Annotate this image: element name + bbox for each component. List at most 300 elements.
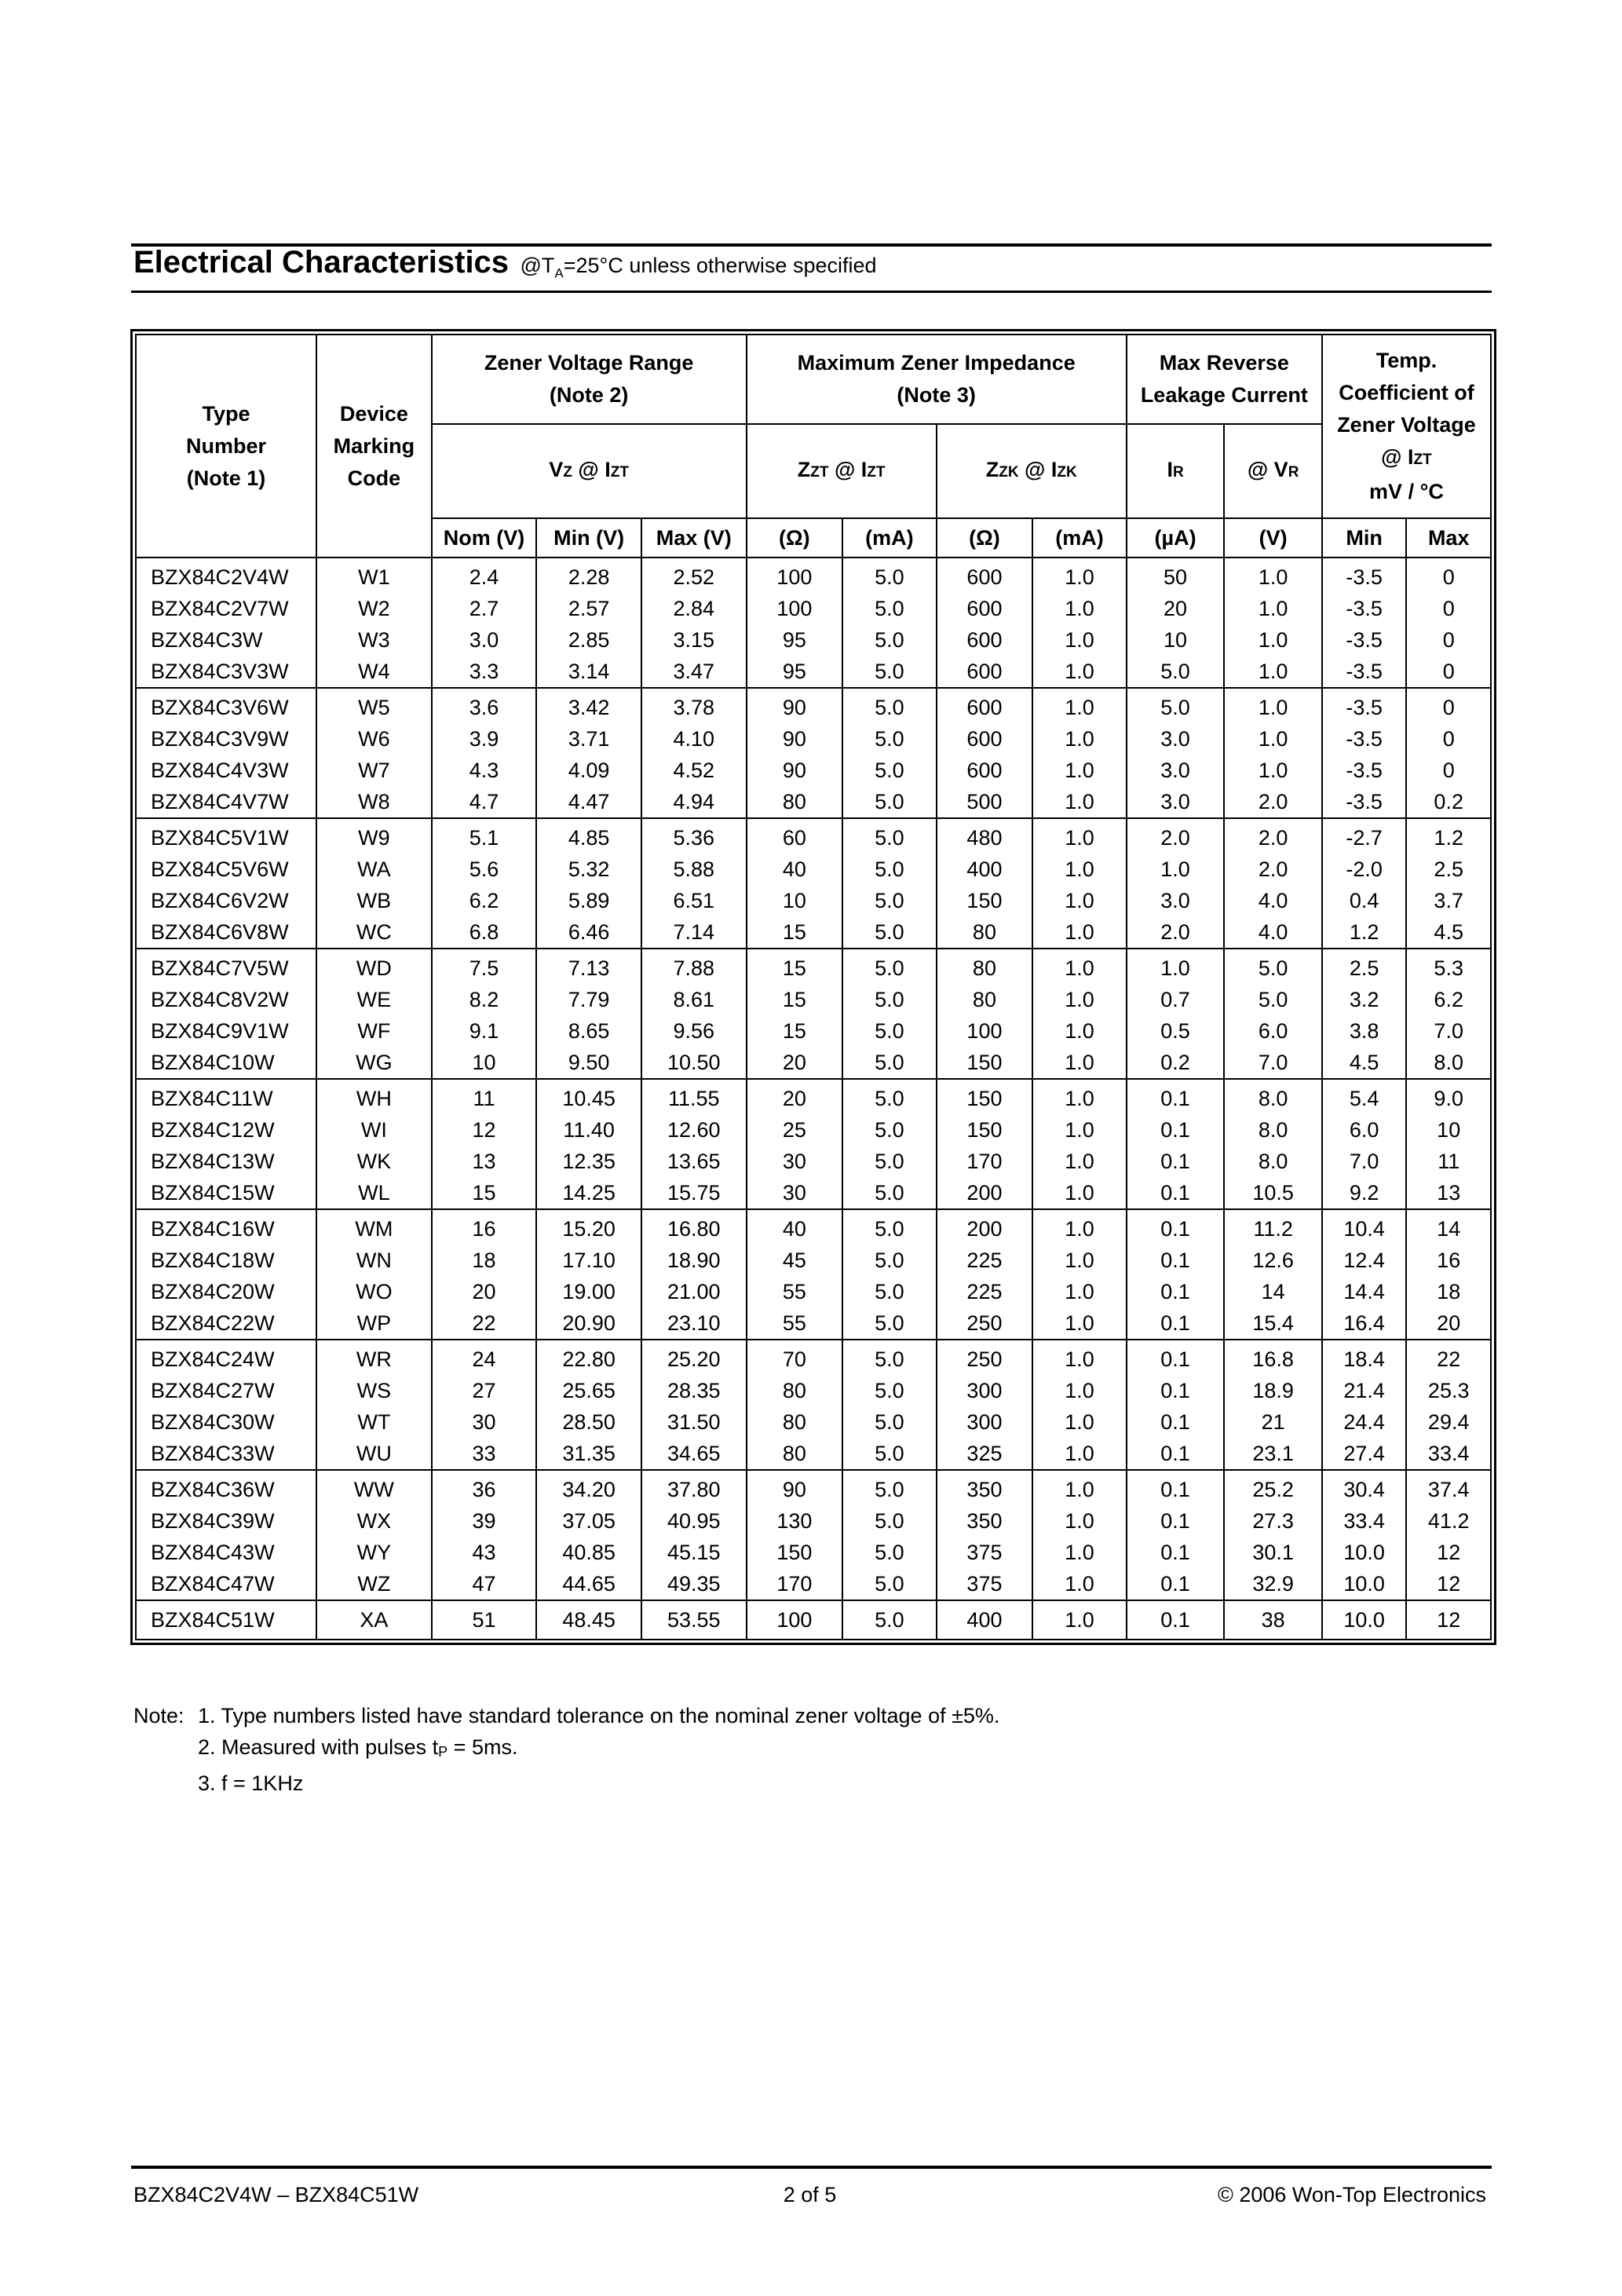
type-number-cell: BZX84C3V9W bbox=[136, 723, 316, 755]
type-number-cell: BZX84C10W bbox=[136, 1047, 316, 1079]
value-cell: 1.0 bbox=[1032, 984, 1127, 1015]
value-cell: 0.1 bbox=[1127, 1079, 1225, 1114]
value-cell: 51 bbox=[432, 1600, 537, 1640]
marking-code-cell: WX bbox=[316, 1505, 432, 1537]
value-cell: 5.0 bbox=[842, 1470, 937, 1505]
value-cell: 25.3 bbox=[1406, 1375, 1491, 1406]
header-zzk-at-izk: ZZK @ IZK bbox=[937, 424, 1127, 518]
value-cell: 50 bbox=[1127, 558, 1225, 593]
value-cell: 3.3 bbox=[432, 656, 537, 688]
value-cell: 1.0 bbox=[1224, 593, 1322, 624]
value-cell: 3.47 bbox=[641, 656, 747, 688]
value-cell: 5.0 bbox=[842, 1114, 937, 1146]
unit-header: Min bbox=[1322, 518, 1406, 558]
value-cell: 0.1 bbox=[1127, 1307, 1225, 1340]
type-number-cell: BZX84C47W bbox=[136, 1568, 316, 1600]
value-cell: 43 bbox=[432, 1537, 537, 1568]
value-cell: 4.52 bbox=[641, 755, 747, 786]
table-row bbox=[136, 1406, 1491, 1438]
value-cell: 3.14 bbox=[536, 656, 641, 688]
value-cell: 22 bbox=[1406, 1340, 1491, 1375]
value-cell: 31.35 bbox=[536, 1438, 641, 1470]
value-cell: 225 bbox=[937, 1245, 1033, 1276]
marking-code-cell: WA bbox=[316, 854, 432, 885]
marking-code-cell: WZ bbox=[316, 1568, 432, 1600]
marking-code-cell: WR bbox=[316, 1340, 432, 1375]
section-title bbox=[133, 245, 1492, 281]
title-bottom-rule bbox=[131, 291, 1492, 293]
value-cell: -3.5 bbox=[1322, 624, 1406, 656]
value-cell: 20 bbox=[747, 1079, 843, 1114]
value-cell: 1.0 bbox=[1032, 1209, 1127, 1245]
value-cell: 0.7 bbox=[1127, 984, 1225, 1015]
value-cell: 5.4 bbox=[1322, 1079, 1406, 1114]
value-cell: 20 bbox=[747, 1047, 843, 1079]
value-cell: 39 bbox=[432, 1505, 537, 1537]
value-cell: 80 bbox=[937, 984, 1033, 1015]
value-cell: 0 bbox=[1406, 723, 1491, 755]
value-cell: 25.20 bbox=[641, 1340, 747, 1375]
value-cell: 5.0 bbox=[842, 723, 937, 755]
value-cell: -3.5 bbox=[1322, 656, 1406, 688]
value-cell: 34.65 bbox=[641, 1438, 747, 1470]
value-cell: 60 bbox=[747, 818, 843, 854]
type-number-cell: BZX84C4V7W bbox=[136, 786, 316, 818]
value-cell: 4.85 bbox=[536, 818, 641, 854]
value-cell: 49.35 bbox=[641, 1568, 747, 1600]
marking-code-cell: W9 bbox=[316, 818, 432, 854]
value-cell: 1.0 bbox=[1032, 1568, 1127, 1600]
value-cell: 0 bbox=[1406, 755, 1491, 786]
value-cell: 6.46 bbox=[536, 916, 641, 949]
value-cell: 0.1 bbox=[1127, 1209, 1225, 1245]
value-cell: 31.50 bbox=[641, 1406, 747, 1438]
value-cell: 11.40 bbox=[536, 1114, 641, 1146]
value-cell: 400 bbox=[937, 854, 1033, 885]
value-cell: 1.0 bbox=[1032, 916, 1127, 949]
value-cell: 5.89 bbox=[536, 885, 641, 916]
value-cell: 150 bbox=[747, 1537, 843, 1568]
value-cell: 21.4 bbox=[1322, 1375, 1406, 1406]
value-cell: 80 bbox=[747, 1375, 843, 1406]
marking-code-cell: WM bbox=[316, 1209, 432, 1245]
value-cell: 20 bbox=[432, 1276, 537, 1307]
value-cell: 150 bbox=[937, 1079, 1033, 1114]
value-cell: 7.88 bbox=[641, 949, 747, 984]
value-cell: 200 bbox=[937, 1177, 1033, 1209]
value-cell: 18 bbox=[1406, 1276, 1491, 1307]
value-cell: 0 bbox=[1406, 688, 1491, 723]
value-cell: 0.1 bbox=[1127, 1114, 1225, 1146]
value-cell: 2.0 bbox=[1127, 818, 1225, 854]
table-row bbox=[136, 1209, 1491, 1245]
value-cell: 3.78 bbox=[641, 688, 747, 723]
value-cell: 0.2 bbox=[1406, 786, 1491, 818]
value-cell: 24 bbox=[432, 1340, 537, 1375]
unit-header: Min (V) bbox=[536, 518, 641, 558]
table-row bbox=[136, 656, 1491, 688]
value-cell: 3.8 bbox=[1322, 1015, 1406, 1047]
value-cell: 2.0 bbox=[1224, 854, 1322, 885]
unit-header: Max bbox=[1406, 518, 1491, 558]
value-cell: 4.7 bbox=[432, 786, 537, 818]
value-cell: 28.50 bbox=[536, 1406, 641, 1438]
type-number-cell: BZX84C51W bbox=[136, 1600, 316, 1640]
value-cell: 9.1 bbox=[432, 1015, 537, 1047]
value-cell: 170 bbox=[747, 1568, 843, 1600]
value-cell: 1.0 bbox=[1032, 949, 1127, 984]
value-cell: 53.55 bbox=[641, 1600, 747, 1640]
value-cell: 18 bbox=[432, 1245, 537, 1276]
value-cell: 3.0 bbox=[432, 624, 537, 656]
table-row bbox=[136, 1340, 1491, 1375]
value-cell: 25.2 bbox=[1224, 1470, 1322, 1505]
value-cell: 5.0 bbox=[842, 688, 937, 723]
value-cell: 33.4 bbox=[1406, 1438, 1491, 1470]
value-cell: 2.28 bbox=[536, 558, 641, 593]
marking-code-cell: W8 bbox=[316, 786, 432, 818]
value-cell: 28.35 bbox=[641, 1375, 747, 1406]
characteristics-table-frame bbox=[130, 329, 1496, 1645]
value-cell: 80 bbox=[937, 949, 1033, 984]
value-cell: 600 bbox=[937, 656, 1033, 688]
value-cell: 5.0 bbox=[842, 656, 937, 688]
value-cell: 25.65 bbox=[536, 1375, 641, 1406]
value-cell: 55 bbox=[747, 1307, 843, 1340]
marking-code-cell: WT bbox=[316, 1406, 432, 1438]
value-cell: 1.0 bbox=[1224, 723, 1322, 755]
value-cell: 14 bbox=[1224, 1276, 1322, 1307]
value-cell: 3.2 bbox=[1322, 984, 1406, 1015]
type-number-cell: BZX84C5V1W bbox=[136, 818, 316, 854]
value-cell: 23.10 bbox=[641, 1307, 747, 1340]
value-cell: 0.1 bbox=[1127, 1600, 1225, 1640]
value-cell: 4.94 bbox=[641, 786, 747, 818]
value-cell: 11.55 bbox=[641, 1079, 747, 1114]
value-cell: -2.0 bbox=[1322, 854, 1406, 885]
value-cell: 5.88 bbox=[641, 854, 747, 885]
value-cell: 3.0 bbox=[1127, 786, 1225, 818]
value-cell: 15.20 bbox=[536, 1209, 641, 1245]
value-cell: 80 bbox=[747, 786, 843, 818]
value-cell: 0.1 bbox=[1127, 1470, 1225, 1505]
value-cell: 10 bbox=[1127, 624, 1225, 656]
value-cell: 10.0 bbox=[1322, 1537, 1406, 1568]
value-cell: 5.0 bbox=[842, 1568, 937, 1600]
value-cell: 8.61 bbox=[641, 984, 747, 1015]
value-cell: 3.0 bbox=[1127, 723, 1225, 755]
value-cell: 33.4 bbox=[1322, 1505, 1406, 1537]
value-cell: -3.5 bbox=[1322, 755, 1406, 786]
header-at-vr: @ VR bbox=[1224, 424, 1322, 518]
type-number-cell: BZX84C3V6W bbox=[136, 688, 316, 723]
value-cell: 40.95 bbox=[641, 1505, 747, 1537]
value-cell: -3.5 bbox=[1322, 723, 1406, 755]
value-cell: 2.5 bbox=[1322, 949, 1406, 984]
value-cell: 45.15 bbox=[641, 1537, 747, 1568]
value-cell: 5.0 bbox=[842, 1047, 937, 1079]
marking-code-cell: WD bbox=[316, 949, 432, 984]
value-cell: 5.0 bbox=[842, 949, 937, 984]
value-cell: 80 bbox=[747, 1438, 843, 1470]
value-cell: 1.0 bbox=[1224, 688, 1322, 723]
value-cell: 5.0 bbox=[842, 624, 937, 656]
value-cell: 375 bbox=[937, 1568, 1033, 1600]
value-cell: 0.1 bbox=[1127, 1146, 1225, 1177]
value-cell: 2.0 bbox=[1224, 818, 1322, 854]
type-number-cell: BZX84C8V2W bbox=[136, 984, 316, 1015]
type-number-cell: BZX84C24W bbox=[136, 1340, 316, 1375]
value-cell: 1.0 bbox=[1032, 624, 1127, 656]
type-number-cell: BZX84C15W bbox=[136, 1177, 316, 1209]
value-cell: 5.0 bbox=[842, 1600, 937, 1640]
value-cell: 16.80 bbox=[641, 1209, 747, 1245]
type-number-cell: BZX84C13W bbox=[136, 1146, 316, 1177]
value-cell: 0.1 bbox=[1127, 1375, 1225, 1406]
electrical-characteristics-table bbox=[135, 334, 1492, 1640]
marking-code-cell: WW bbox=[316, 1470, 432, 1505]
marking-code-cell: WG bbox=[316, 1047, 432, 1079]
type-number-cell: BZX84C2V4W bbox=[136, 558, 316, 593]
value-cell: 5.0 bbox=[1127, 688, 1225, 723]
marking-code-cell: WP bbox=[316, 1307, 432, 1340]
value-cell: 480 bbox=[937, 818, 1033, 854]
table-row bbox=[136, 1114, 1491, 1146]
marking-code-cell: WS bbox=[316, 1375, 432, 1406]
type-number-cell: BZX84C33W bbox=[136, 1438, 316, 1470]
table-row bbox=[136, 984, 1491, 1015]
value-cell: 37.80 bbox=[641, 1470, 747, 1505]
value-cell: 5.32 bbox=[536, 854, 641, 885]
header-max-zener-impedance: Maximum Zener Impedance (Note 3) bbox=[747, 335, 1127, 424]
value-cell: 0 bbox=[1406, 656, 1491, 688]
value-cell: 33 bbox=[432, 1438, 537, 1470]
value-cell: 13 bbox=[1406, 1177, 1491, 1209]
value-cell: 5.0 bbox=[842, 1209, 937, 1245]
value-cell: 600 bbox=[937, 593, 1033, 624]
value-cell: 3.71 bbox=[536, 723, 641, 755]
value-cell: 12.35 bbox=[536, 1146, 641, 1177]
value-cell: 375 bbox=[937, 1537, 1033, 1568]
value-cell: 15 bbox=[747, 949, 843, 984]
marking-code-cell: XA bbox=[316, 1600, 432, 1640]
value-cell: 17.10 bbox=[536, 1245, 641, 1276]
value-cell: 6.51 bbox=[641, 885, 747, 916]
value-cell: 7.0 bbox=[1224, 1047, 1322, 1079]
value-cell: 10 bbox=[1406, 1114, 1491, 1146]
value-cell: 32.9 bbox=[1224, 1568, 1322, 1600]
value-cell: 44.65 bbox=[536, 1568, 641, 1600]
value-cell: 10.4 bbox=[1322, 1209, 1406, 1245]
value-cell: 9.50 bbox=[536, 1047, 641, 1079]
unit-header: Max (V) bbox=[641, 518, 747, 558]
value-cell: 22.80 bbox=[536, 1340, 641, 1375]
value-cell: 1.0 bbox=[1032, 1245, 1127, 1276]
note-3: 3. f = 1KHz bbox=[198, 1771, 304, 1795]
unit-header: (V) bbox=[1224, 518, 1322, 558]
value-cell: 5.0 bbox=[842, 885, 937, 916]
type-number-cell: BZX84C5V6W bbox=[136, 854, 316, 885]
value-cell: 11 bbox=[1406, 1146, 1491, 1177]
value-cell: 29.4 bbox=[1406, 1406, 1491, 1438]
value-cell: 14.25 bbox=[536, 1177, 641, 1209]
value-cell: 10 bbox=[747, 885, 843, 916]
value-cell: 4.47 bbox=[536, 786, 641, 818]
header-zener-voltage-range: Zener Voltage Range (Note 2) bbox=[432, 335, 747, 424]
value-cell: -3.5 bbox=[1322, 786, 1406, 818]
marking-code-cell: WE bbox=[316, 984, 432, 1015]
value-cell: 15 bbox=[747, 916, 843, 949]
value-cell: 1.0 bbox=[1032, 558, 1127, 593]
value-cell: 8.0 bbox=[1224, 1114, 1322, 1146]
type-number-cell: BZX84C39W bbox=[136, 1505, 316, 1537]
value-cell: 9.56 bbox=[641, 1015, 747, 1047]
value-cell: 36 bbox=[432, 1470, 537, 1505]
marking-code-cell: W4 bbox=[316, 656, 432, 688]
value-cell: 1.0 bbox=[1032, 1015, 1127, 1047]
value-cell: 1.0 bbox=[1032, 1146, 1127, 1177]
type-number-cell: BZX84C12W bbox=[136, 1114, 316, 1146]
value-cell: -3.5 bbox=[1322, 593, 1406, 624]
table-row bbox=[136, 786, 1491, 818]
table-row bbox=[136, 949, 1491, 984]
value-cell: 3.0 bbox=[1127, 755, 1225, 786]
type-number-cell: BZX84C11W bbox=[136, 1079, 316, 1114]
unit-header: (mA) bbox=[842, 518, 937, 558]
value-cell: 150 bbox=[937, 1047, 1033, 1079]
unit-header: (mA) bbox=[1032, 518, 1127, 558]
value-cell: 0.1 bbox=[1127, 1537, 1225, 1568]
table-row bbox=[136, 1438, 1491, 1470]
value-cell: 350 bbox=[937, 1470, 1033, 1505]
footer-copyright: © 2006 Won-Top Electronics bbox=[1217, 2183, 1486, 2206]
value-cell: 10.50 bbox=[641, 1047, 747, 1079]
value-cell: 1.0 bbox=[1032, 1114, 1127, 1146]
value-cell: 1.0 bbox=[1032, 1079, 1127, 1114]
value-cell: 11.2 bbox=[1224, 1209, 1322, 1245]
value-cell: 12.6 bbox=[1224, 1245, 1322, 1276]
value-cell: 1.0 bbox=[1032, 1177, 1127, 1209]
value-cell: 8.0 bbox=[1406, 1047, 1491, 1079]
value-cell: 600 bbox=[937, 723, 1033, 755]
value-cell: 0.2 bbox=[1127, 1047, 1225, 1079]
value-cell: 20 bbox=[1127, 593, 1225, 624]
table-row bbox=[136, 558, 1491, 593]
value-cell: 1.0 bbox=[1032, 593, 1127, 624]
value-cell: 5.36 bbox=[641, 818, 747, 854]
value-cell: 90 bbox=[747, 723, 843, 755]
value-cell: 6.0 bbox=[1322, 1114, 1406, 1146]
value-cell: 5.6 bbox=[432, 854, 537, 885]
value-cell: 7.13 bbox=[536, 949, 641, 984]
value-cell: 0.1 bbox=[1127, 1438, 1225, 1470]
table-row bbox=[136, 1505, 1491, 1537]
marking-code-cell: WF bbox=[316, 1015, 432, 1047]
type-number-cell: BZX84C27W bbox=[136, 1375, 316, 1406]
unit-header: (µA) bbox=[1127, 518, 1225, 558]
footer-part-range: BZX84C2V4W – BZX84C51W bbox=[133, 2183, 419, 2206]
value-cell: 1.0 bbox=[1032, 723, 1127, 755]
value-cell: 4.0 bbox=[1224, 916, 1322, 949]
value-cell: 1.0 bbox=[1032, 1047, 1127, 1079]
type-number-cell: BZX84C16W bbox=[136, 1209, 316, 1245]
value-cell: -3.5 bbox=[1322, 688, 1406, 723]
value-cell: 18.9 bbox=[1224, 1375, 1322, 1406]
value-cell: 4.09 bbox=[536, 755, 641, 786]
value-cell: 13.65 bbox=[641, 1146, 747, 1177]
value-cell: 5.0 bbox=[842, 755, 937, 786]
value-cell: 600 bbox=[937, 624, 1033, 656]
value-cell: 225 bbox=[937, 1276, 1033, 1307]
header-type-number: Type Number (Note 1) bbox=[136, 335, 316, 558]
marking-code-cell: WI bbox=[316, 1114, 432, 1146]
table-body bbox=[136, 558, 1491, 1640]
value-cell: 1.0 bbox=[1032, 1406, 1127, 1438]
value-cell: 30 bbox=[747, 1177, 843, 1209]
value-cell: 2.84 bbox=[641, 593, 747, 624]
value-cell: 45 bbox=[747, 1245, 843, 1276]
value-cell: 1.0 bbox=[1224, 656, 1322, 688]
value-cell: 0.1 bbox=[1127, 1177, 1225, 1209]
table-row bbox=[136, 1470, 1491, 1505]
value-cell: 27.3 bbox=[1224, 1505, 1322, 1537]
marking-code-cell: WL bbox=[316, 1177, 432, 1209]
note-1: Note: 1. Type numbers listed have standard tolerance on the nominal zener voltage of ±5%. bbox=[133, 1704, 1000, 1727]
value-cell: 1.0 bbox=[1032, 1600, 1127, 1640]
value-cell: 40.85 bbox=[536, 1537, 641, 1568]
value-cell: 150 bbox=[937, 1114, 1033, 1146]
value-cell: 130 bbox=[747, 1505, 843, 1537]
table-row bbox=[136, 854, 1491, 885]
value-cell: 5.0 bbox=[842, 786, 937, 818]
type-number-cell: BZX84C6V2W bbox=[136, 885, 316, 916]
header-vz-at-izt: VZ @ IZT bbox=[432, 424, 747, 518]
value-cell: 24.4 bbox=[1322, 1406, 1406, 1438]
marking-code-cell: WC bbox=[316, 916, 432, 949]
value-cell: 27.4 bbox=[1322, 1438, 1406, 1470]
table-row bbox=[136, 1568, 1491, 1600]
marking-code-cell: WK bbox=[316, 1146, 432, 1177]
value-cell: 2.52 bbox=[641, 558, 747, 593]
table-row bbox=[136, 1177, 1491, 1209]
value-cell: 0.5 bbox=[1127, 1015, 1225, 1047]
value-cell: 500 bbox=[937, 786, 1033, 818]
type-number-cell: BZX84C2V7W bbox=[136, 593, 316, 624]
value-cell: 1.0 bbox=[1032, 656, 1127, 688]
value-cell: 1.0 bbox=[1032, 1438, 1127, 1470]
value-cell: 48.45 bbox=[536, 1600, 641, 1640]
table-row bbox=[136, 1245, 1491, 1276]
value-cell: 37.4 bbox=[1406, 1470, 1491, 1505]
value-cell: 90 bbox=[747, 688, 843, 723]
value-cell: 13 bbox=[432, 1146, 537, 1177]
value-cell: 250 bbox=[937, 1340, 1033, 1375]
value-cell: 8.0 bbox=[1224, 1079, 1322, 1114]
value-cell: 2.4 bbox=[432, 558, 537, 593]
marking-code-cell: WU bbox=[316, 1438, 432, 1470]
value-cell: 150 bbox=[937, 885, 1033, 916]
value-cell: 7.14 bbox=[641, 916, 747, 949]
value-cell: 0.1 bbox=[1127, 1505, 1225, 1537]
value-cell: 15 bbox=[432, 1177, 537, 1209]
marking-code-cell: WH bbox=[316, 1079, 432, 1114]
value-cell: 0 bbox=[1406, 558, 1491, 593]
value-cell: 5.0 bbox=[1224, 984, 1322, 1015]
value-cell: 300 bbox=[937, 1375, 1033, 1406]
value-cell: 0 bbox=[1406, 593, 1491, 624]
value-cell: 5.0 bbox=[842, 984, 937, 1015]
value-cell: 8.65 bbox=[536, 1015, 641, 1047]
